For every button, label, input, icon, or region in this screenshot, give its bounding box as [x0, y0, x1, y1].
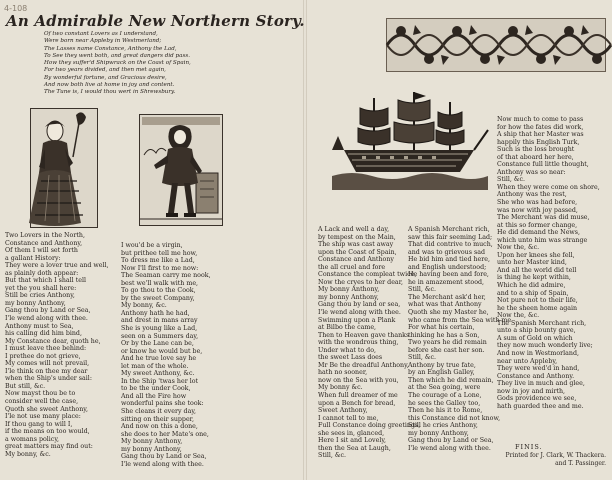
- verse-line: A sum of Gold on which: [497, 334, 573, 342]
- verse-line: And he true love say he: [121, 355, 197, 363]
- verse-line: A Lack and well a day,: [318, 226, 390, 233]
- verse-line: The Spanish Merchant rich,: [497, 319, 587, 327]
- verse-line: yet the you shall here:: [5, 284, 77, 292]
- verse-line: wonderful pains she took:: [121, 400, 204, 408]
- verse-line: happily this English Turk,: [497, 138, 580, 146]
- verse-line: I prethee do not grieve,: [5, 352, 81, 360]
- verse-line: To dress me like a Lad,: [121, 257, 195, 265]
- verse-line: Still, &c.: [408, 354, 437, 362]
- verse-line: Gods providence we see,: [497, 395, 577, 403]
- verse-line: Now I'll first to me now:: [121, 264, 199, 272]
- verse-line: before she cast her son.: [408, 346, 485, 354]
- intro-line: Were born near Appleby in Westmerland;: [44, 38, 162, 45]
- verse-line: My bonny &c.: [318, 384, 363, 392]
- verse-line: He having been and fore,: [408, 271, 489, 279]
- verse-line: Gang thou by Land or Sea,: [408, 437, 494, 445]
- verse-line: hath guarded thee and me.: [497, 402, 584, 410]
- verse-line: I'le wend along with thee.: [121, 460, 204, 468]
- verse-line: with the wondrous thing,: [318, 339, 399, 347]
- imprint-line: Printed for J. Clark, W. Thackera.: [505, 452, 606, 459]
- verse-column-5: [497, 116, 609, 442]
- verse-line: When full dreamer of me: [318, 392, 398, 400]
- verse-line: let man of the whole.: [121, 362, 189, 370]
- verse-line: My bonny Anthony,: [318, 286, 380, 294]
- verse-line: and to a ship of Spain,: [497, 289, 569, 297]
- verse-line: by the sweet Company,: [121, 294, 195, 302]
- shelfmark: 4-108: [4, 4, 28, 13]
- verse-line: for how the fates did work,: [497, 123, 584, 131]
- verse-line: Two Lovers in the North,: [5, 232, 85, 239]
- verse-line: Still, &c.: [408, 286, 437, 294]
- imprint: [488, 452, 606, 468]
- verse-line: and was to grievous sad: [408, 248, 485, 256]
- verse-line: I must leave thee behind:: [5, 345, 87, 353]
- verse-line: when the Ship's under sail:: [5, 375, 92, 383]
- verse-line: But still, &c.: [5, 382, 46, 390]
- verse-line: Gang thou by land or sea,: [318, 301, 401, 309]
- verse-line: Upon her knees she fell,: [497, 251, 575, 259]
- verse-line: Anthony must to Sea,: [5, 322, 74, 330]
- verse-line: he in amazement stood,: [408, 278, 485, 286]
- intro-line: And now both live at home in joy and content.: [44, 82, 175, 89]
- verse-line: this Constance did not know,: [408, 414, 501, 422]
- intro-line: The Lasses name Constance, Anthony the Lad,: [44, 45, 177, 52]
- woodcut-gentleman: [139, 114, 223, 226]
- verse-line: but prithee tell me how,: [121, 249, 198, 257]
- verse-line: unto her Master kind,: [497, 259, 567, 267]
- verse-line: Quoth she sweet Anthony,: [5, 405, 88, 413]
- verse-line: Which he did admire,: [497, 282, 566, 290]
- verse-line: In the Ship 'twas her lot: [121, 377, 199, 385]
- verse-line: was now with joy passed,: [497, 206, 578, 214]
- verse-line: which unto him was strange: [497, 236, 588, 244]
- verse-line: Constance the compleat twice,: [318, 271, 417, 279]
- verse-line: then the Sea at Laugh,: [318, 444, 391, 452]
- intro-argument: [44, 31, 306, 97]
- verse-line: A Spanish Merchant rich,: [408, 226, 490, 233]
- verse-line: She cleans it every day,: [121, 408, 197, 416]
- intro-line: Of two constant Lovers as I understand,: [44, 31, 158, 37]
- verse-line: The Merchant ask'd her,: [408, 293, 486, 301]
- verse-line: Then which he did remain,: [408, 376, 494, 384]
- verse-line: great matters may find out:: [5, 443, 93, 451]
- woodcut-ship: [328, 88, 490, 192]
- verse-line: he sees the Galley too,: [408, 399, 481, 407]
- verse-line: To go thou to the Cook,: [121, 287, 196, 295]
- verse-line: hath no sooner,: [318, 369, 368, 377]
- verse-line: I'le think on thee my dear: [5, 367, 88, 375]
- verse-line: The Seaman carry me nook,: [121, 272, 211, 280]
- verse-line: They were wed'd in hand,: [497, 365, 580, 373]
- verse-line: now on the Sea with you,: [318, 376, 399, 384]
- verse-line: Under what to do,: [318, 346, 377, 354]
- verse-line: Here I sit and Lovely,: [318, 437, 387, 445]
- verse-line: But that which I shall tell: [5, 277, 86, 285]
- verse-line: Anthony was so near:: [497, 168, 566, 176]
- verse-line: My bonny Anthony,: [121, 438, 183, 446]
- verse-line: I'le wend along with thee.: [318, 309, 401, 317]
- intro-line: To See they went both, and great dangers did pass.: [44, 52, 190, 59]
- verse-line: The ship was cast away: [318, 241, 394, 249]
- verse-line: I'le wend along with thee.: [5, 315, 88, 323]
- floral-ornament: [386, 18, 606, 72]
- verse-line: at Bilbo the came,: [318, 324, 377, 332]
- verse-line: When they were come on shore,: [497, 183, 600, 191]
- verse-line: A ship that her Master was: [497, 131, 584, 139]
- verse-line: They live in much and glee,: [497, 380, 585, 388]
- verse-line: they now much wonderly live;: [497, 342, 593, 350]
- verse-line: And now in Westmorland,: [497, 349, 580, 357]
- verse-column-2: [121, 242, 233, 478]
- verse-line: my bonny Anthony,: [408, 429, 469, 437]
- verse-line: by tempest on the Main,: [318, 233, 396, 241]
- verse-line: Two years he did remain: [408, 339, 487, 347]
- verse-line: his calling did him bind,: [5, 330, 82, 338]
- verse-line: My sweet Anthony, &c.: [121, 370, 195, 378]
- verse-line: Swimming upon a Plank: [318, 316, 396, 324]
- verse-line: Gang thou by Land or Sea,: [121, 453, 207, 461]
- verse-line: at this so former change,: [497, 221, 578, 229]
- verse-line: as plainly doth appear:: [5, 269, 79, 277]
- verse-line: Gang thou by Land or Sea,: [5, 307, 91, 315]
- verse-line: And all the Fire how: [121, 392, 187, 400]
- verse-line: Anthony by true fate,: [408, 361, 476, 369]
- verse-line: unto a ship bounty gave,: [497, 327, 576, 335]
- verse-line: to be the under Cook,: [121, 385, 191, 393]
- verse-line: My comes will not prevail,: [5, 360, 90, 368]
- verse-line: I'le not use many place:: [5, 413, 81, 421]
- intro-line: By wonderful fortune, and Gracious desire,: [44, 74, 167, 81]
- intro-line: The Tune is, I would thou wert in Shrewsbury.: [44, 89, 176, 96]
- verse-line: Still be cries Anthony,: [5, 292, 75, 300]
- imprint-line: and T. Passinger.: [555, 460, 606, 467]
- verse-line: Or by the Lane can be,: [121, 340, 194, 348]
- finis: FINIS.: [515, 443, 543, 451]
- verse-line: Not pure not to their life,: [497, 297, 578, 305]
- verse-line: now in joy and mirth,: [497, 387, 566, 395]
- verse-line: Now the, &c.: [497, 312, 540, 320]
- verse-line: Then he his it to Rome,: [408, 407, 483, 415]
- verse-line: Sweet Anthony,: [318, 407, 368, 415]
- verse-line: My bonny, &c.: [5, 450, 51, 458]
- verse-line: who came from the Sea with me: [408, 316, 512, 324]
- verse-line: he the sheen home again: [497, 304, 578, 312]
- intro-line: How they suffer'd Shipwrack on the Coast of Spain,: [44, 60, 191, 67]
- verse-line: I'le wend along with thee.: [408, 444, 491, 452]
- verse-line: I cannot tell to me,: [318, 414, 379, 422]
- verse-line: Constance and Anthony: [318, 256, 394, 264]
- verse-line: my bonny Anthony,: [318, 293, 379, 301]
- verse-line: He did demand the News,: [497, 229, 581, 237]
- verse-line: And now on this a done,: [121, 423, 198, 431]
- verse-line: by an English Galley,: [408, 369, 475, 377]
- verse-line: of that aboard her here,: [497, 153, 574, 161]
- verse-line: If thou gang to will I,: [5, 420, 73, 428]
- verse-column-1: [5, 232, 117, 478]
- verse-line: at the Sea going, were: [408, 384, 481, 392]
- verse-line: She is young like a Lad,: [121, 325, 198, 333]
- verse-line: the all cruel and fore: [318, 263, 386, 271]
- verse-line: Now the, &c.: [497, 244, 540, 252]
- verse-line: I wou'd be a virgin,: [121, 242, 183, 249]
- verse-line: upon the Coast of Spain,: [318, 248, 397, 256]
- verse-line: Such is the loss brought: [497, 146, 575, 154]
- verse-line: Now much to come to pass: [497, 116, 584, 123]
- verse-line: Still, &c.: [318, 452, 347, 460]
- verse-line: My Constance dear, quoth he,: [5, 337, 101, 345]
- verse-line: For what his certain,: [408, 324, 475, 332]
- verse-line: the sweet Lass does: [318, 354, 383, 362]
- verse-line: my bonny Anthony,: [121, 445, 182, 453]
- verse-line: if the means on too would,: [5, 428, 90, 436]
- verse-line: Now mayst thou be to: [5, 390, 76, 398]
- verse-line: sitting on their supper,: [121, 415, 194, 423]
- verse-line: Constance and Anthony.: [497, 372, 575, 380]
- verse-line: The courage of a Lone,: [408, 392, 482, 400]
- verse-line: she sees in, glanced,: [318, 429, 385, 437]
- verse-line: Still, &c.: [497, 176, 526, 184]
- verse-line: Constance and Anthony,: [5, 239, 83, 247]
- ballad-title: An Admirable New Northern Story.: [6, 12, 305, 30]
- verse-line: Quoth she my Master he,: [408, 309, 489, 317]
- verse-line: Now the cryes to her dear,: [318, 278, 404, 286]
- verse-line: my bonny Anthony,: [5, 299, 66, 307]
- verse-line: Constance full little thought,: [497, 161, 589, 169]
- verse-line: And all the world did tell: [497, 266, 577, 274]
- verse-line: or know he would but be,: [121, 347, 203, 355]
- verse-line: He bid him and tied here,: [408, 256, 491, 264]
- verse-line: is thing he kept within,: [497, 274, 571, 282]
- verse-line: seen on a Summers day,: [121, 332, 199, 340]
- verse-line: what was that Anthony: [408, 301, 482, 309]
- verse-line: They were a lover true and well,: [5, 262, 109, 270]
- verse-line: she does to her Mate's one,: [121, 430, 209, 438]
- verse-line: a gallant History:: [5, 254, 61, 262]
- verse-line: Mr Be the dreadful Anthony,: [318, 361, 409, 369]
- verse-line: Still he cries Anthony,: [408, 422, 478, 430]
- verse-column-4: [408, 226, 512, 478]
- verse-line: Of them I will set forth: [5, 247, 78, 255]
- verse-line: Anthony hath he had,: [121, 309, 190, 317]
- verse-line: and drest in mans array: [121, 317, 198, 325]
- verse-line: Anthony was the rest,: [497, 191, 567, 199]
- verse-line: She who was had before,: [497, 199, 578, 207]
- verse-line: upon a Bench for bread,: [318, 399, 396, 407]
- verse-line: thinking he has a Son,: [408, 331, 480, 339]
- verse-line: The Merchant was did muse,: [497, 214, 590, 222]
- verse-line: Then to Heaven gave thanks: [318, 331, 410, 339]
- verse-line: That did contrive to much,: [408, 241, 493, 249]
- verse-line: and English understood;: [408, 263, 487, 271]
- verse-line: best we'll walk with me,: [121, 279, 199, 287]
- woodcut-woman: [30, 108, 98, 228]
- verse-line: saw this fair seeming Lad;: [408, 233, 493, 241]
- verse-line: consider well the case,: [5, 398, 79, 406]
- verse-column-3: [318, 226, 421, 478]
- verse-line: My bonny, &c.: [121, 302, 167, 310]
- verse-line: Full Constance doing greetings,: [318, 422, 421, 430]
- verse-line: near unto Appleby,: [497, 357, 558, 365]
- intro-line: For two years divided, and then met again,: [44, 67, 166, 74]
- verse-line: a womans policy,: [5, 435, 60, 443]
